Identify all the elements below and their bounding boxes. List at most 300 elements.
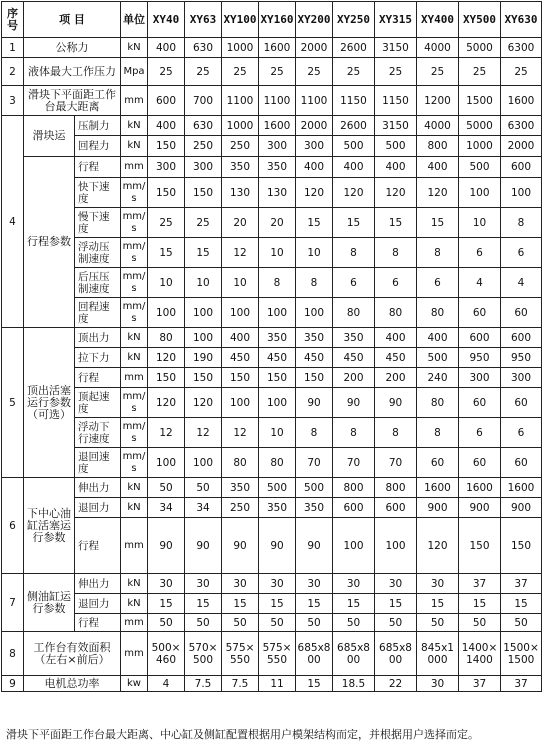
value-cell: 30 <box>417 574 459 594</box>
unit-cell: mm/s <box>121 298 148 328</box>
value-cell: 50 <box>185 478 222 498</box>
param-label: 行程 <box>75 518 121 574</box>
param-label: 快下速度 <box>75 178 121 208</box>
value-cell: 25 <box>185 58 222 86</box>
group-label: 滑块运 <box>24 116 75 157</box>
row-number: 2 <box>2 58 24 86</box>
value-cell: 1600 <box>259 116 296 136</box>
value-cell: 900 <box>417 498 459 518</box>
unit-cell: mm <box>121 86 148 116</box>
value-cell: 37 <box>459 574 501 594</box>
value-cell: 400 <box>375 157 417 178</box>
value-cell: 30 <box>333 574 375 594</box>
header-model: XY160 <box>259 2 296 38</box>
value-cell: 30 <box>417 676 459 692</box>
value-cell: 100 <box>222 298 259 328</box>
header-model: XY630 <box>501 2 542 38</box>
unit-cell: kN <box>121 116 148 136</box>
value-cell: 100 <box>296 298 333 328</box>
unit-cell: kN <box>121 594 148 614</box>
value-cell: 15 <box>501 594 542 614</box>
value-cell: 6 <box>417 268 459 298</box>
param-label: 浮动下行速度 <box>75 418 121 448</box>
value-cell: 20 <box>259 208 296 238</box>
value-cell: 1500×1500 <box>501 632 542 676</box>
row-number: 8 <box>2 632 24 676</box>
value-cell: 60 <box>417 448 459 478</box>
value-cell: 700 <box>185 86 222 116</box>
value-cell: 8 <box>296 268 333 298</box>
value-cell: 1600 <box>501 478 542 498</box>
value-cell: 60 <box>459 298 501 328</box>
value-cell: 30 <box>222 574 259 594</box>
value-cell: 350 <box>259 328 296 348</box>
value-cell: 80 <box>417 298 459 328</box>
value-cell: 90 <box>375 388 417 418</box>
value-cell: 25 <box>259 58 296 86</box>
value-cell: 845x1000 <box>417 632 459 676</box>
value-cell: 15 <box>375 594 417 614</box>
value-cell: 4000 <box>417 38 459 58</box>
table-row <box>2 116 542 136</box>
value-cell: 4 <box>459 268 501 298</box>
table-row <box>2 448 542 478</box>
param-label: 行程 <box>75 368 121 388</box>
header-model: XY400 <box>417 2 459 38</box>
value-cell: 12 <box>185 418 222 448</box>
table-row <box>2 368 542 388</box>
value-cell: 70 <box>333 448 375 478</box>
value-cell: 400 <box>417 328 459 348</box>
unit-cell: kN <box>121 38 148 58</box>
value-cell: 500 <box>296 478 333 498</box>
value-cell: 130 <box>259 178 296 208</box>
row-label: 工作台有效面积（左右×前后） <box>24 632 121 676</box>
table-row <box>2 268 542 298</box>
value-cell: 60 <box>459 448 501 478</box>
value-cell: 120 <box>148 388 185 418</box>
row-number: 3 <box>2 86 24 116</box>
value-cell: 1100 <box>296 86 333 116</box>
header-item: 项 目 <box>24 2 121 38</box>
unit-cell: mm <box>121 368 148 388</box>
table-row <box>2 574 542 594</box>
value-cell: 7.5 <box>222 676 259 692</box>
value-cell: 600 <box>375 498 417 518</box>
value-cell: 20 <box>222 208 259 238</box>
value-cell: 50 <box>501 614 542 632</box>
value-cell: 1200 <box>417 86 459 116</box>
value-cell: 1100 <box>259 86 296 116</box>
table-header-row <box>2 2 542 38</box>
param-label: 退回力 <box>75 498 121 518</box>
value-cell: 8 <box>375 418 417 448</box>
value-cell: 100 <box>185 298 222 328</box>
unit-cell: kN <box>121 136 148 157</box>
header-model: XY100 <box>222 2 259 38</box>
value-cell: 1000 <box>459 136 501 157</box>
value-cell: 80 <box>375 298 417 328</box>
value-cell: 120 <box>296 178 333 208</box>
value-cell: 60 <box>501 388 542 418</box>
value-cell: 8 <box>333 418 375 448</box>
value-cell: 50 <box>459 614 501 632</box>
header-model: XY315 <box>375 2 417 38</box>
value-cell: 190 <box>185 348 222 368</box>
value-cell: 200 <box>333 368 375 388</box>
value-cell: 300 <box>459 368 501 388</box>
value-cell: 400 <box>148 38 185 58</box>
value-cell: 630 <box>185 38 222 58</box>
value-cell: 350 <box>259 498 296 518</box>
value-cell: 2000 <box>501 136 542 157</box>
value-cell: 4000 <box>417 116 459 136</box>
unit-cell: mm/s <box>121 418 148 448</box>
value-cell: 80 <box>417 388 459 418</box>
unit-cell: mm/s <box>121 388 148 418</box>
value-cell: 400 <box>333 157 375 178</box>
table-row <box>2 328 542 348</box>
value-cell: 1100 <box>222 86 259 116</box>
value-cell: 900 <box>501 498 542 518</box>
value-cell: 120 <box>333 178 375 208</box>
value-cell: 3150 <box>375 38 417 58</box>
value-cell: 1600 <box>459 478 501 498</box>
value-cell: 500 <box>417 348 459 368</box>
value-cell: 600 <box>333 498 375 518</box>
value-cell: 25 <box>501 58 542 86</box>
row-label: 公称力 <box>24 38 121 58</box>
group-label: 顶出活塞运行参数（可选） <box>24 328 75 478</box>
value-cell: 950 <box>459 348 501 368</box>
value-cell: 1600 <box>501 86 542 116</box>
param-label: 退回力 <box>75 594 121 614</box>
value-cell: 80 <box>259 448 296 478</box>
value-cell: 10 <box>148 268 185 298</box>
value-cell: 37 <box>501 574 542 594</box>
value-cell: 1150 <box>375 86 417 116</box>
value-cell: 90 <box>296 518 333 574</box>
value-cell: 8 <box>417 418 459 448</box>
unit-cell: mm <box>121 518 148 574</box>
value-cell: 150 <box>185 178 222 208</box>
value-cell: 570×500 <box>185 632 222 676</box>
value-cell: 50 <box>222 614 259 632</box>
value-cell: 25 <box>222 58 259 86</box>
value-cell: 15 <box>417 208 459 238</box>
unit-cell: mm/s <box>121 448 148 478</box>
value-cell: 50 <box>333 614 375 632</box>
header-model: XY200 <box>296 2 333 38</box>
value-cell: 350 <box>296 498 333 518</box>
value-cell: 6 <box>459 238 501 268</box>
value-cell: 50 <box>148 478 185 498</box>
value-cell: 2600 <box>333 38 375 58</box>
value-cell: 30 <box>296 574 333 594</box>
table-row <box>2 238 542 268</box>
value-cell: 500 <box>459 157 501 178</box>
value-cell: 25 <box>148 58 185 86</box>
value-cell: 15 <box>185 238 222 268</box>
value-cell: 80 <box>148 328 185 348</box>
table-row <box>2 388 542 418</box>
table-row <box>2 58 542 86</box>
value-cell: 60 <box>501 298 542 328</box>
value-cell: 6300 <box>501 116 542 136</box>
table-row <box>2 348 542 368</box>
header-model: XY250 <box>333 2 375 38</box>
value-cell: 600 <box>501 328 542 348</box>
value-cell: 450 <box>259 348 296 368</box>
value-cell: 1000 <box>222 38 259 58</box>
row-number: 5 <box>2 328 24 478</box>
unit-cell: mm <box>121 632 148 676</box>
value-cell: 685x800 <box>333 632 375 676</box>
value-cell: 6300 <box>501 38 542 58</box>
value-cell: 1000 <box>222 116 259 136</box>
row-label: 电机总功率 <box>24 676 121 692</box>
param-label: 浮动压制速度 <box>75 238 121 268</box>
value-cell: 30 <box>185 574 222 594</box>
header-unit: 单位 <box>121 2 148 38</box>
row-number: 7 <box>2 574 24 632</box>
value-cell: 100 <box>185 448 222 478</box>
value-cell: 25 <box>185 208 222 238</box>
value-cell: 25 <box>296 58 333 86</box>
unit-cell: mm/s <box>121 178 148 208</box>
table-row <box>2 676 542 692</box>
table-row <box>2 614 542 632</box>
table-row <box>2 298 542 328</box>
value-cell: 400 <box>296 157 333 178</box>
value-cell: 30 <box>259 574 296 594</box>
value-cell: 15 <box>296 208 333 238</box>
value-cell: 90 <box>185 518 222 574</box>
value-cell: 350 <box>222 157 259 178</box>
value-cell: 25 <box>333 58 375 86</box>
group-label: 侧油缸运行参数 <box>24 574 75 632</box>
value-cell: 10 <box>259 238 296 268</box>
value-cell: 34 <box>185 498 222 518</box>
value-cell: 90 <box>259 518 296 574</box>
group-label: 行程参数 <box>24 157 75 328</box>
value-cell: 350 <box>333 328 375 348</box>
param-label: 回程力 <box>75 136 121 157</box>
value-cell: 575×550 <box>222 632 259 676</box>
value-cell: 150 <box>185 368 222 388</box>
value-cell: 100 <box>222 388 259 418</box>
table-row <box>2 208 542 238</box>
value-cell: 1500 <box>459 86 501 116</box>
value-cell: 6 <box>333 268 375 298</box>
unit-cell: mm/s <box>121 268 148 298</box>
row-label: 液体最大工作压力 <box>24 58 121 86</box>
table-row <box>2 498 542 518</box>
unit-cell: mm/s <box>121 238 148 268</box>
value-cell: 1400×1400 <box>459 632 501 676</box>
table-row <box>2 38 542 58</box>
param-label: 行程 <box>75 614 121 632</box>
value-cell: 250 <box>222 498 259 518</box>
value-cell: 350 <box>259 157 296 178</box>
value-cell: 150 <box>148 368 185 388</box>
value-cell: 400 <box>417 157 459 178</box>
value-cell: 300 <box>296 136 333 157</box>
value-cell: 6 <box>375 268 417 298</box>
unit-cell: kw <box>121 676 148 692</box>
value-cell: 400 <box>222 328 259 348</box>
value-cell: 10 <box>222 268 259 298</box>
value-cell: 10 <box>459 208 501 238</box>
value-cell: 22 <box>375 676 417 692</box>
value-cell: 100 <box>259 298 296 328</box>
value-cell: 37 <box>501 676 542 692</box>
value-cell: 240 <box>417 368 459 388</box>
param-label: 伸出力 <box>75 478 121 498</box>
value-cell: 100 <box>501 178 542 208</box>
value-cell: 15 <box>296 676 333 692</box>
value-cell: 50 <box>148 614 185 632</box>
value-cell: 500 <box>333 136 375 157</box>
value-cell: 90 <box>222 518 259 574</box>
value-cell: 100 <box>259 388 296 418</box>
value-cell: 600 <box>459 328 501 348</box>
value-cell: 150 <box>296 368 333 388</box>
value-cell: 90 <box>148 518 185 574</box>
value-cell: 120 <box>417 178 459 208</box>
unit-cell: kN <box>121 574 148 594</box>
value-cell: 90 <box>333 388 375 418</box>
value-cell: 8 <box>375 238 417 268</box>
header-seq: 序号 <box>2 2 24 38</box>
value-cell: 90 <box>296 388 333 418</box>
value-cell: 500 <box>375 136 417 157</box>
value-cell: 12 <box>148 418 185 448</box>
value-cell: 6 <box>501 418 542 448</box>
value-cell: 685x800 <box>296 632 333 676</box>
value-cell: 300 <box>148 157 185 178</box>
header-model: XY500 <box>459 2 501 38</box>
value-cell: 50 <box>259 614 296 632</box>
value-cell: 15 <box>148 594 185 614</box>
spec-table <box>1 1 542 692</box>
value-cell: 150 <box>459 518 501 574</box>
value-cell: 100 <box>148 298 185 328</box>
row-number: 6 <box>2 478 24 574</box>
value-cell: 450 <box>296 348 333 368</box>
unit-cell: mm/s <box>121 208 148 238</box>
value-cell: 400 <box>148 116 185 136</box>
value-cell: 130 <box>222 178 259 208</box>
param-label: 退回速度 <box>75 448 121 478</box>
table-row <box>2 418 542 448</box>
table-body <box>2 38 542 692</box>
value-cell: 50 <box>417 614 459 632</box>
value-cell: 120 <box>148 348 185 368</box>
unit-cell: kN <box>121 478 148 498</box>
unit-cell: kN <box>121 498 148 518</box>
unit-cell: Mpa <box>121 58 148 86</box>
value-cell: 50 <box>296 614 333 632</box>
param-label: 伸出力 <box>75 574 121 594</box>
unit-cell: kN <box>121 348 148 368</box>
value-cell: 15 <box>185 594 222 614</box>
value-cell: 300 <box>185 157 222 178</box>
table-row <box>2 178 542 208</box>
value-cell: 800 <box>375 478 417 498</box>
param-label: 后压压制速度 <box>75 268 121 298</box>
value-cell: 150 <box>222 368 259 388</box>
value-cell: 34 <box>148 498 185 518</box>
value-cell: 200 <box>375 368 417 388</box>
value-cell: 4 <box>501 268 542 298</box>
value-cell: 300 <box>259 136 296 157</box>
value-cell: 3150 <box>375 116 417 136</box>
value-cell: 25 <box>417 58 459 86</box>
value-cell: 450 <box>222 348 259 368</box>
value-cell: 150 <box>148 136 185 157</box>
footnote: 滑块下平面距工作台最大距离、中心缸及侧缸配置根据用户模架结构而定，并根据用户选择而定。 <box>6 728 479 741</box>
value-cell: 60 <box>501 448 542 478</box>
value-cell: 6 <box>501 238 542 268</box>
table-row <box>2 518 542 574</box>
value-cell: 350 <box>222 478 259 498</box>
value-cell: 15 <box>259 594 296 614</box>
header-model: XY63 <box>185 2 222 38</box>
value-cell: 8 <box>333 238 375 268</box>
value-cell: 575×550 <box>259 632 296 676</box>
value-cell: 150 <box>501 518 542 574</box>
value-cell: 120 <box>375 178 417 208</box>
value-cell: 6 <box>459 418 501 448</box>
value-cell: 37 <box>459 676 501 692</box>
value-cell: 120 <box>417 518 459 574</box>
value-cell: 50 <box>185 614 222 632</box>
value-cell: 70 <box>375 448 417 478</box>
value-cell: 2000 <box>296 116 333 136</box>
value-cell: 450 <box>375 348 417 368</box>
unit-cell: kN <box>121 328 148 348</box>
value-cell: 800 <box>417 136 459 157</box>
value-cell: 1600 <box>417 478 459 498</box>
value-cell: 2000 <box>296 38 333 58</box>
value-cell: 8 <box>417 238 459 268</box>
value-cell: 10 <box>296 238 333 268</box>
header-model: XY40 <box>148 2 185 38</box>
value-cell: 25 <box>459 58 501 86</box>
value-cell: 2600 <box>333 116 375 136</box>
value-cell: 500 <box>259 478 296 498</box>
table-row <box>2 478 542 498</box>
param-label: 顶出力 <box>75 328 121 348</box>
value-cell: 400 <box>375 328 417 348</box>
value-cell: 600 <box>501 157 542 178</box>
value-cell: 30 <box>375 574 417 594</box>
value-cell: 60 <box>459 388 501 418</box>
value-cell: 300 <box>501 368 542 388</box>
param-label: 顶起速度 <box>75 388 121 418</box>
param-label: 拉下力 <box>75 348 121 368</box>
value-cell: 4 <box>148 676 185 692</box>
table-row <box>2 157 542 178</box>
unit-cell: mm <box>121 157 148 178</box>
value-cell: 350 <box>296 328 333 348</box>
value-cell: 5000 <box>459 116 501 136</box>
value-cell: 15 <box>459 594 501 614</box>
value-cell: 630 <box>185 116 222 136</box>
value-cell: 11 <box>259 676 296 692</box>
value-cell: 12 <box>222 418 259 448</box>
